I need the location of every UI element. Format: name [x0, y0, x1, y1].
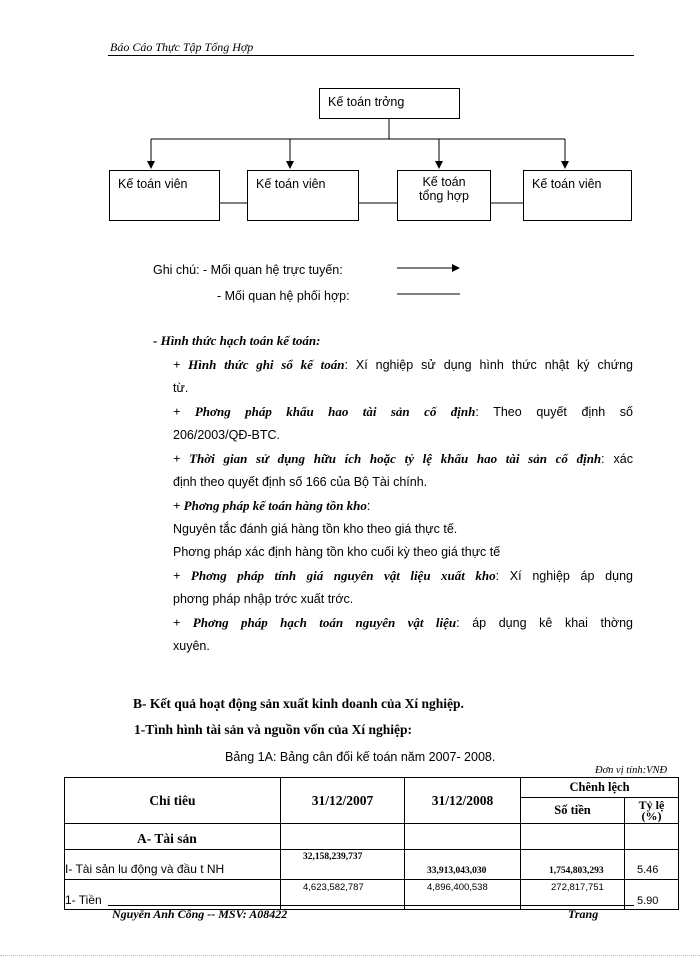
table-caption: Bảng 1A: Bảng cân đối kế toán năm 2007- 2008.	[225, 750, 496, 764]
cell-amount: 272,817,751	[521, 880, 625, 910]
cell-indicator: I- Tài sản lu động và đầu t NH	[65, 850, 281, 880]
list-item	[173, 494, 633, 518]
list-item: Phơng pháp xác định hàng tồn kho cuối kỳ theo giá thực tế	[173, 545, 501, 559]
item-label: + Phơng pháp hạch toán nguyên vật liệu	[173, 615, 457, 630]
cell-amount	[521, 824, 625, 850]
org-box-accountant-4	[523, 170, 632, 221]
cell-amount: 1,754,803,293	[521, 850, 625, 880]
balance-sheet-table	[64, 777, 679, 910]
org-box-label-line1: Kế toán	[422, 175, 466, 189]
col-header-2008: 31/12/2008	[405, 778, 521, 824]
org-chart-connectors	[0, 0, 700, 320]
item-label: + Phơng pháp khấu hao tài sản cố định	[173, 404, 476, 419]
org-box-accountant-2	[247, 170, 359, 221]
list-item	[173, 564, 633, 588]
cell-2007	[281, 824, 405, 850]
footer-divider	[108, 905, 634, 906]
col-header-diff: Chênh lệch	[521, 778, 679, 798]
page-header-title: Báo Cáo Thực Tập Tổng Hợp	[110, 40, 254, 54]
item-text: : xác	[601, 452, 633, 466]
page-bottom-edge	[0, 955, 700, 956]
list-item-continuation: phơng pháp nhập trớc xuất trớc.	[173, 592, 354, 606]
section-b-subheading: 1-Tình hình tài sản và nguồn vốn của Xí nghiệp:	[134, 722, 412, 737]
cell-ratio: 5.90	[625, 880, 679, 910]
item-label: + Thời gian sử dụng hữu ích hoặc tỷ lệ khấu hao tài sản cố định	[173, 451, 602, 466]
table-row	[65, 850, 679, 880]
section-b-heading: B- Kết quả hoạt động sản xuất kinh doanh của Xí nghiệp.	[133, 696, 464, 711]
item-label: + Phơng pháp tính giá nguyên vật liệu xuất kho	[173, 568, 496, 583]
cell-ratio	[625, 824, 679, 850]
list-item-continuation: xuyên.	[173, 639, 210, 653]
item-text: :	[366, 499, 371, 513]
cell-2008: 33,913,043,030	[405, 850, 521, 880]
col-header-2007: 31/12/2007	[281, 778, 405, 824]
list-item-continuation: từ.	[173, 381, 189, 395]
accounting-form-list	[173, 353, 633, 658]
legend-direct-label: - Mối quan hệ trực tuyến:	[203, 263, 343, 277]
item-label: + Phơng pháp kế toán hàng tồn kho	[173, 498, 367, 513]
list-item-continuation: 206/2003/QĐ-BTC.	[173, 428, 280, 442]
org-box-chief-label: Kế toán trởng	[328, 95, 405, 109]
item-text: : Xí nghiệp sử dụng hình thức nhật ký chứng	[344, 358, 633, 372]
legend-coordinate-label: - Mối quan hệ phối hợp:	[217, 289, 350, 303]
org-box-label: Kế toán viên	[256, 177, 326, 191]
col-header-amount: Số tiền	[521, 798, 625, 824]
cell-2008	[405, 824, 521, 850]
list-item: Nguyên tắc đánh giá hàng tồn kho theo giá thực tế.	[173, 522, 458, 536]
legend-direct-row	[153, 263, 343, 277]
cell-indicator: 1- Tiền	[65, 880, 281, 910]
col-header-indicator: Chỉ tiêu	[65, 778, 281, 824]
ratio-header-line2: (%)	[641, 808, 662, 823]
list-item	[173, 447, 633, 471]
legend-prefix: Ghi chú:	[153, 263, 200, 277]
list-item	[173, 400, 633, 424]
ratio-header-line1: Tỷ lệ	[638, 797, 665, 812]
cell-indicator: A- Tài sản	[65, 824, 281, 850]
footer-author: Nguyễn Anh Công -- MSV: A08422	[112, 907, 288, 921]
org-box-general-accountant	[397, 170, 491, 221]
cell-2007: 4,623,582,787	[281, 880, 405, 910]
org-box-accountant-1	[109, 170, 220, 221]
item-text: : Theo quyết định số	[475, 405, 634, 419]
table-row	[65, 824, 679, 850]
cell-2008: 4,896,400,538	[405, 880, 521, 910]
org-box-label: Kế toán viên	[532, 177, 602, 191]
list-item	[173, 353, 633, 377]
col-header-ratio	[625, 798, 679, 824]
org-box-chief-accountant	[319, 88, 460, 119]
footer-page-label: Trang	[568, 907, 599, 921]
item-text: : áp dụng kê khai thờng	[456, 616, 634, 630]
accounting-form-heading: - Hình thức hạch toán kế toán:	[153, 333, 321, 348]
cell-ratio: 5.46	[625, 850, 679, 880]
org-box-label: Kế toán viên	[118, 177, 188, 191]
legend-coordinate-row	[217, 289, 350, 303]
list-item-continuation: định theo quyết định số 166 của Bộ Tài chính.	[173, 475, 428, 489]
table-unit: Đơn vị tính:VNĐ	[595, 765, 668, 776]
item-text: : Xí nghiệp áp dụng	[495, 569, 633, 583]
org-box-label-line2: tổng hợp	[419, 189, 469, 203]
cell-2007: 32,158,239,737	[281, 850, 405, 880]
item-label: + Hình thức ghi sổ kế toán	[173, 357, 345, 372]
list-item	[173, 611, 633, 635]
